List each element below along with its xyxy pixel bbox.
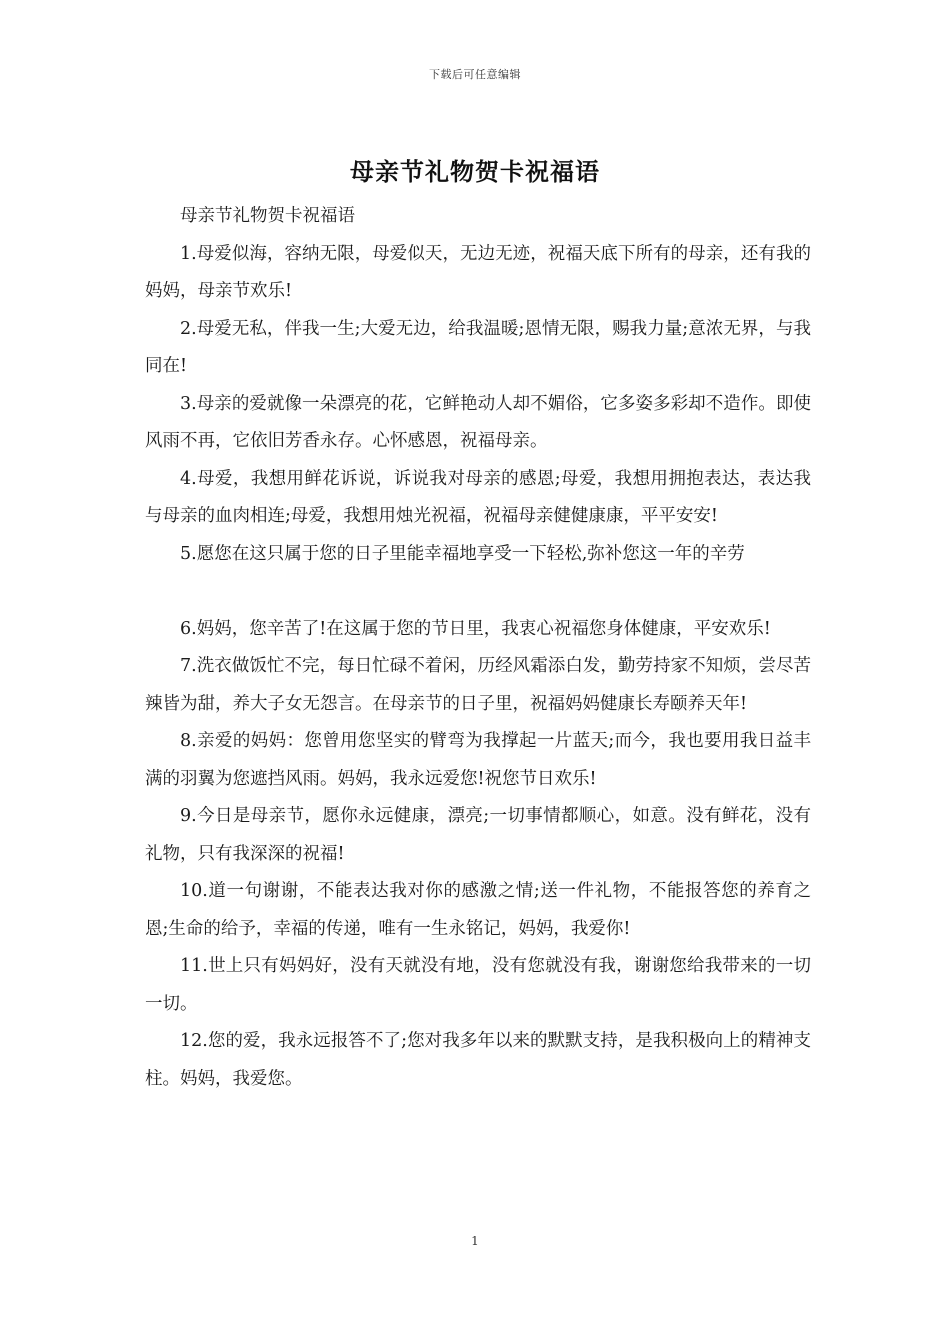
document-body bbox=[145, 198, 811, 1098]
paragraph-2: 2.母爱无私，伴我一生;大爱无边，给我温暖;恩情无限，赐我力量;意浓无界，与我同在! bbox=[145, 318, 811, 376]
paragraph-6: 6.妈妈，您辛苦了!在这属于您的节日里，我衷心祝福您身体健康，平安欢乐! bbox=[180, 618, 771, 639]
document-title: 母亲节礼物贺卡祝福语 bbox=[350, 157, 600, 186]
page-number: 1 bbox=[471, 1234, 479, 1248]
paragraph-9: 9.今日是母亲节，愿你永远健康，漂亮;一切事情都顺心，如意。没有鲜花，没有礼物，只有我深深的祝福! bbox=[145, 806, 811, 864]
subtitle-paragraph: 母亲节礼物贺卡祝福语 bbox=[180, 206, 355, 226]
paragraph-10: 10.道一句谢谢，不能表达我对你的感激之情;送一件礼物，不能报答您的养育之恩;生命的给予，幸福的传递，唯有一生永铭记，妈妈，我爱你! bbox=[145, 881, 811, 939]
paragraph-5: 5.愿您在这只属于您的日子里能幸福地享受一下轻松,弥补您这一年的辛劳 bbox=[180, 543, 745, 564]
paragraph-7: 7.洗衣做饭忙不完，每日忙碌不着闲，历经风霜添白发，勤劳持家不知烦，尝尽苦辣皆为甜，养大子女无怨言。在母亲节的日子里，祝福妈妈健康长寿颐养天年! bbox=[145, 656, 811, 714]
header-note: 下载后可任意编辑 bbox=[429, 68, 521, 81]
paragraph-3: 3.母亲的爱就像一朵漂亮的花，它鲜艳动人却不媚俗，它多姿多彩却不造作。即使风雨不再，它依旧芳香永存。心怀感恩，祝福母亲。 bbox=[145, 393, 811, 451]
paragraph-12: 12.您的爱，我永远报答不了;您对我多年以来的默默支持，是我积极向上的精神支柱。妈妈，我爱您。 bbox=[145, 1031, 811, 1089]
paragraph-8: 8.亲爱的妈妈：您曾用您坚实的臂弯为我撑起一片蓝天;而今，我也要用我日益丰满的羽翼为您遮挡风雨。妈妈，我永远爱您!祝您节日欢乐! bbox=[145, 731, 811, 789]
paragraph-4: 4.母爱，我想用鲜花诉说，诉说我对母亲的感恩;母爱，我想用拥抱表达，表达我与母亲的血肉相连;母爱，我想用烛光祝福，祝福母亲健健康康，平平安安! bbox=[145, 468, 811, 526]
paragraph-11: 11.世上只有妈妈好，没有天就没有地，没有您就没有我，谢谢您给我带来的一切一切。 bbox=[145, 956, 811, 1014]
paragraph-1: 1.母爱似海，容纳无限，母爱似天，无边无迹，祝福天底下所有的母亲，还有我的妈妈，母亲节欢乐! bbox=[145, 243, 811, 301]
blank-line bbox=[145, 573, 811, 611]
